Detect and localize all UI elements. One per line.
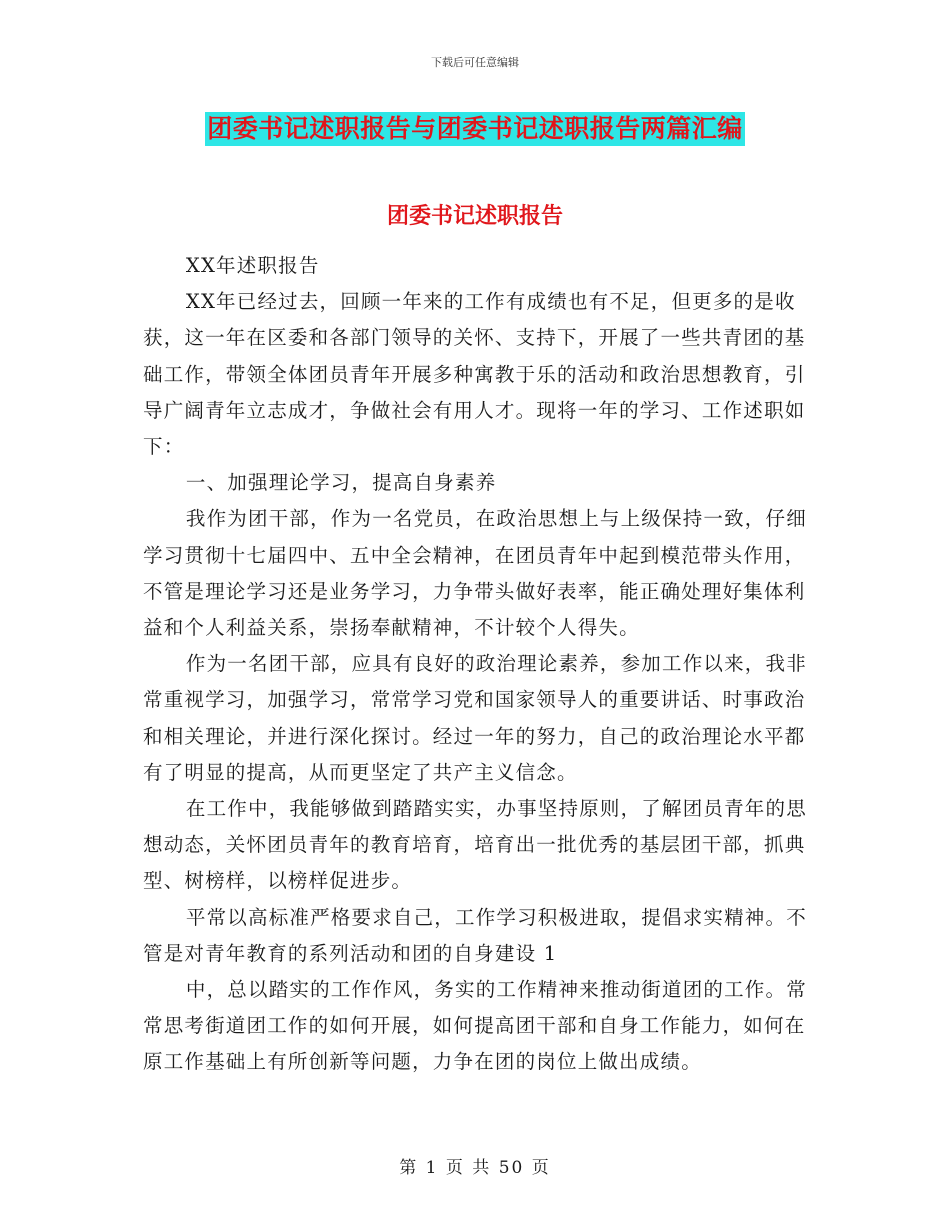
header-note: 下载后可任意编辑 [431, 56, 519, 69]
paragraph-heading: 一、加强理论学习，提高自身素养 [185, 471, 497, 495]
paragraph: 平常以高标准严格要求自己，工作学习积极进取，提倡求实精神。不管是对青年教育的系列活动和团的自身建设 1 [143, 905, 807, 965]
section-title: 团委书记述职报告 [386, 204, 563, 229]
page-footer: 第 1 页 共 50 页 [399, 1158, 551, 1178]
paragraph: 我作为团干部，作为一名党员，在政治思想上与上级保持一致，仔细学习贯彻十七届四中、五中全会精神，在团员青年中起到模范带头作用，不管是理论学习还是业务学习，力争带头做好表率，能正确处理好集体利益和个人利益关系，崇扬奉献精神，不计较个人得失。 [143, 507, 807, 640]
paragraph: XX年述职报告 [185, 254, 320, 277]
document-title: 团委书记述职报告与团委书记述职报告两篇汇编 [205, 112, 745, 146]
paragraph: 作为一名团干部，应具有良好的政治理论素养，参加工作以来，我非常重视学习，加强学习，常常学习党和国家领导人的重要讲话、时事政治和相关理论，并进行深化探讨。经过一年的努力，自己的政治理论水平都有了明显的提高，从而更坚定了共产主义信念。 [143, 652, 807, 784]
document-body [143, 248, 813, 1081]
document-title-wrap [0, 112, 950, 146]
paragraph: 中，总以踏实的工作作风，务实的工作精神来推动街道团的工作。常常思考街道团工作的如何开展，如何提高团干部和自身工作能力，如何在原工作基础上有所创新等问题，力争在团的岗位上做出成绩。 [143, 978, 807, 1074]
paragraph: 在工作中，我能够做到踏踏实实，办事坚持原则，了解团员青年的思想动态，关怀团员青年的教育培育，培育出一批优秀的基层团干部，抓典型、树榜样，以榜样促进步。 [143, 797, 807, 893]
paragraph: XX年已经过去，回顾一年来的工作有成绩也有不足，但更多的是收获，这一年在区委和各部门领导的关怀、支持下，开展了一些共青团的基础工作，带领全体团员青年开展多种寓教于乐的活动和政治思想教育，引导广阔青年立志成才，争做社会有用人才。现将一年的学习、工作述职如下： [143, 290, 806, 459]
